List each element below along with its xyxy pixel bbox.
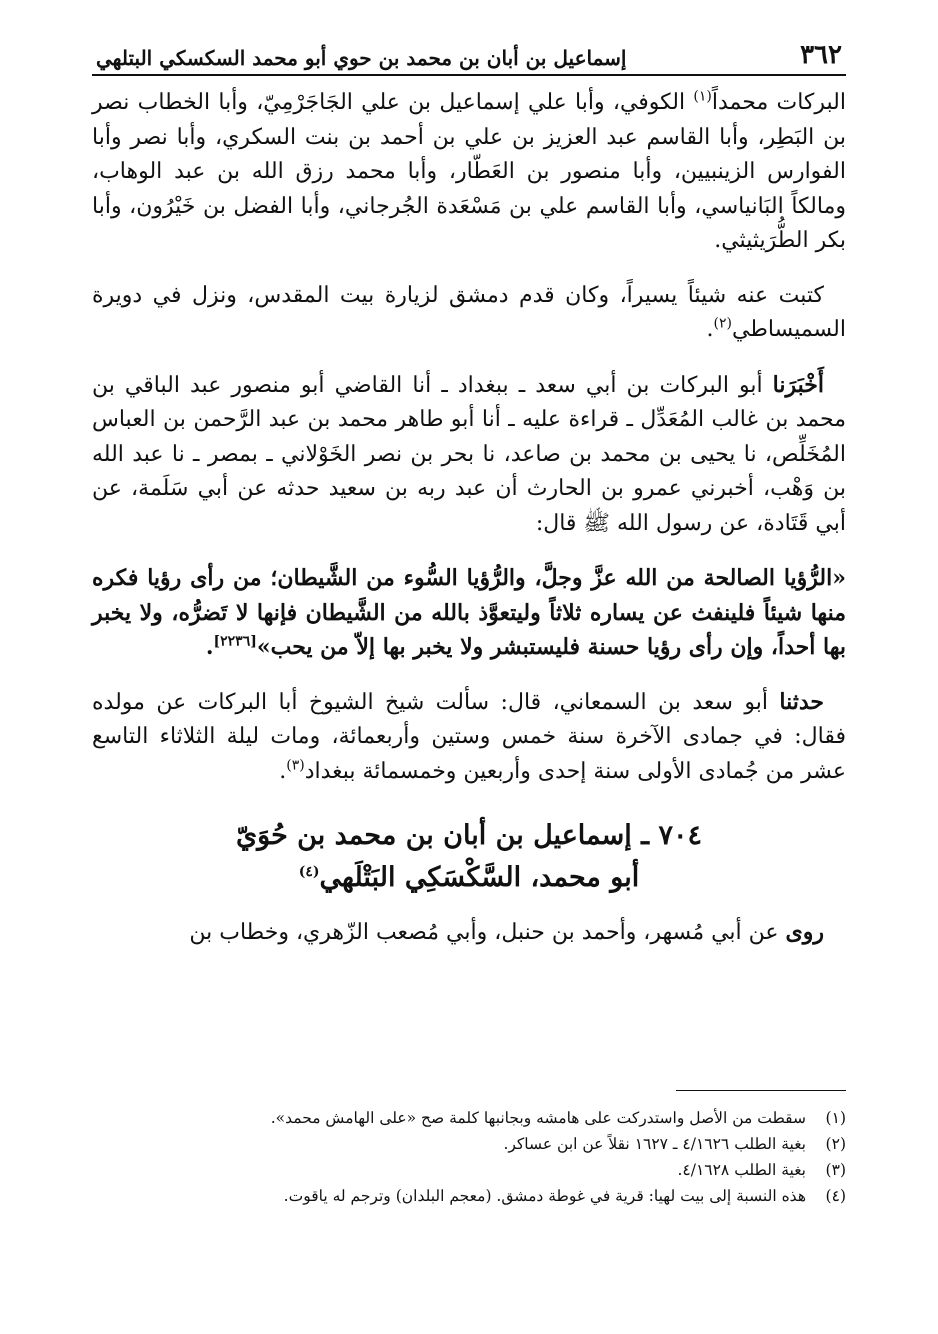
paragraph-birth-death: حدثنا أبو سعد بن السمعاني، قال: سألت شيخ الشيوخ أبا البركات عن مولده فقال: في جمادى الآخرة سنة خمس وستين وأربعمائة، ومات ليلة الثلاثاء التاسع عشر من جُمادى الأولى سنة إحدى وأربعين وخمسمائة ببغداد$^{(٣)}$.: [92, 688, 846, 784]
footnote-item: (٤) هذه النسبة إلى بيت لهيا: قرية في غوطة دمشق. (معجم البلدان) وترجم له ياقوت.: [283, 1187, 846, 1205]
report-lead: حدثنا: [779, 688, 824, 715]
footnote-item: (٢) بغية الطلب ٤/١٦٢٦ ـ ١٦٢٧ نقلاً عن ابن عساكر.: [503, 1135, 846, 1153]
entry-heading: [92, 815, 846, 899]
footnote-separator: [676, 1090, 846, 1091]
hadith-number: [٢٢٣٦]: [213, 633, 257, 650]
footnote-item: (١) سقطت من الأصل واستدركت على هامشه وبجانبها كلمة صح «على الهامش محمد».: [270, 1109, 846, 1127]
paragraph-entry-start: روى عن أبي مُسهر، وأحمد بن حنبل، وأبي مُصعب الزّهري، وخطاب بن: [189, 919, 824, 945]
footnote-item: (٣) بغية الطلب ٤/١٦٢٨.: [677, 1161, 846, 1179]
entry-lead: روى: [785, 919, 824, 945]
page-header: [92, 30, 846, 76]
paragraph-visit: كتبت عنه شيئاً يسيراً، وكان قدم دمشق لزيارة بيت المقدس، ونزل في دويرة السميساطي$^{(٢)}$.: [92, 282, 846, 342]
footnote-ref: (٢): [713, 315, 733, 332]
footnote-ref: (١): [693, 88, 712, 105]
footnote-ref: (٣): [286, 757, 305, 774]
paragraph-teachers: البركات محمداً$^{(١)}$ الكوفي، وأبا علي إسماعيل بن علي الجَاجَرْمِيّ، وأبا الخطاب نصر بن البَطِر، وأبا القاسم عبد العزيز بن علي بن أحمد بن بنت السكري، وأبا نصر وأبا الفوارس الزينبيين، وأبا منصور بن العَطّار، وأبا محمد رزق الله بن عبد الوهاب، ومالكاً البَانياسي، وأبا القاسم علي بن مَسْعَدة الجُرجاني، وأبا الفضل بن خَيْرُون، وأبا بكر الطُّرَيثيثي.: [92, 88, 846, 253]
running-head: إسماعيل بن أبان بن محمد بن حوي أبو محمد السكسكي البتلهي: [96, 46, 627, 70]
main-text: [92, 86, 846, 951]
footnote-ref: (٤): [298, 864, 320, 880]
paragraph-isnad: أَخْبَرَنا أبو البركات بن أبي سعد ـ ببغداد ـ أنا القاضي أبو منصور عبد الباقي بن محمد بن غالب المُعَدِّل ـ قراءة عليه ـ أنا أبو طاهر محمد بن عبد الرَّحمن بن العباس المُخَلِّص، نا يحيى بن محمد بن صاعد، نا بحر بن نصر الخَوْلاني ـ بمصر ـ نا عبد الله بن وَهْب، أخبرني عمرو بن الحارث أن عبد ربه بن سعيد حدثه عن أبي سَلَمة، عن أبي قَتَادة، عن رسول الله ﷺ قال:: [92, 371, 846, 536]
isnad-lead: أَخْبَرَنا: [772, 371, 824, 398]
entry-heading-line-1: ٧٠٤ ـ إسماعيل بن أبان بن محمد بن حُوَيّ: [235, 820, 702, 851]
page-number: ٣٦٢: [800, 40, 842, 70]
entry-heading-line-2: أبو محمد، السَّكْسَكِي البَتْلَهي$^{(٤)}$: [298, 862, 640, 893]
footnotes: [92, 1090, 846, 1209]
paragraph-hadith: «الرُّؤيا الصالحة من الله عزَّ وجلَّ، والرُّؤيا السُّوء من الشَّيطان؛ من رأى رؤيا فكره منها شيئاً فلينفث عن يساره ثلاثاً وليتعوَّذ بالله من الشَّيطان فإنها لا تَضرُّه، ولا يخبر بها أحداً، وإن رأى رؤيا حسنة فليستبشر ولا يخبر بها إلاّ من يحب»[٢٢٣٦].: [92, 565, 846, 660]
